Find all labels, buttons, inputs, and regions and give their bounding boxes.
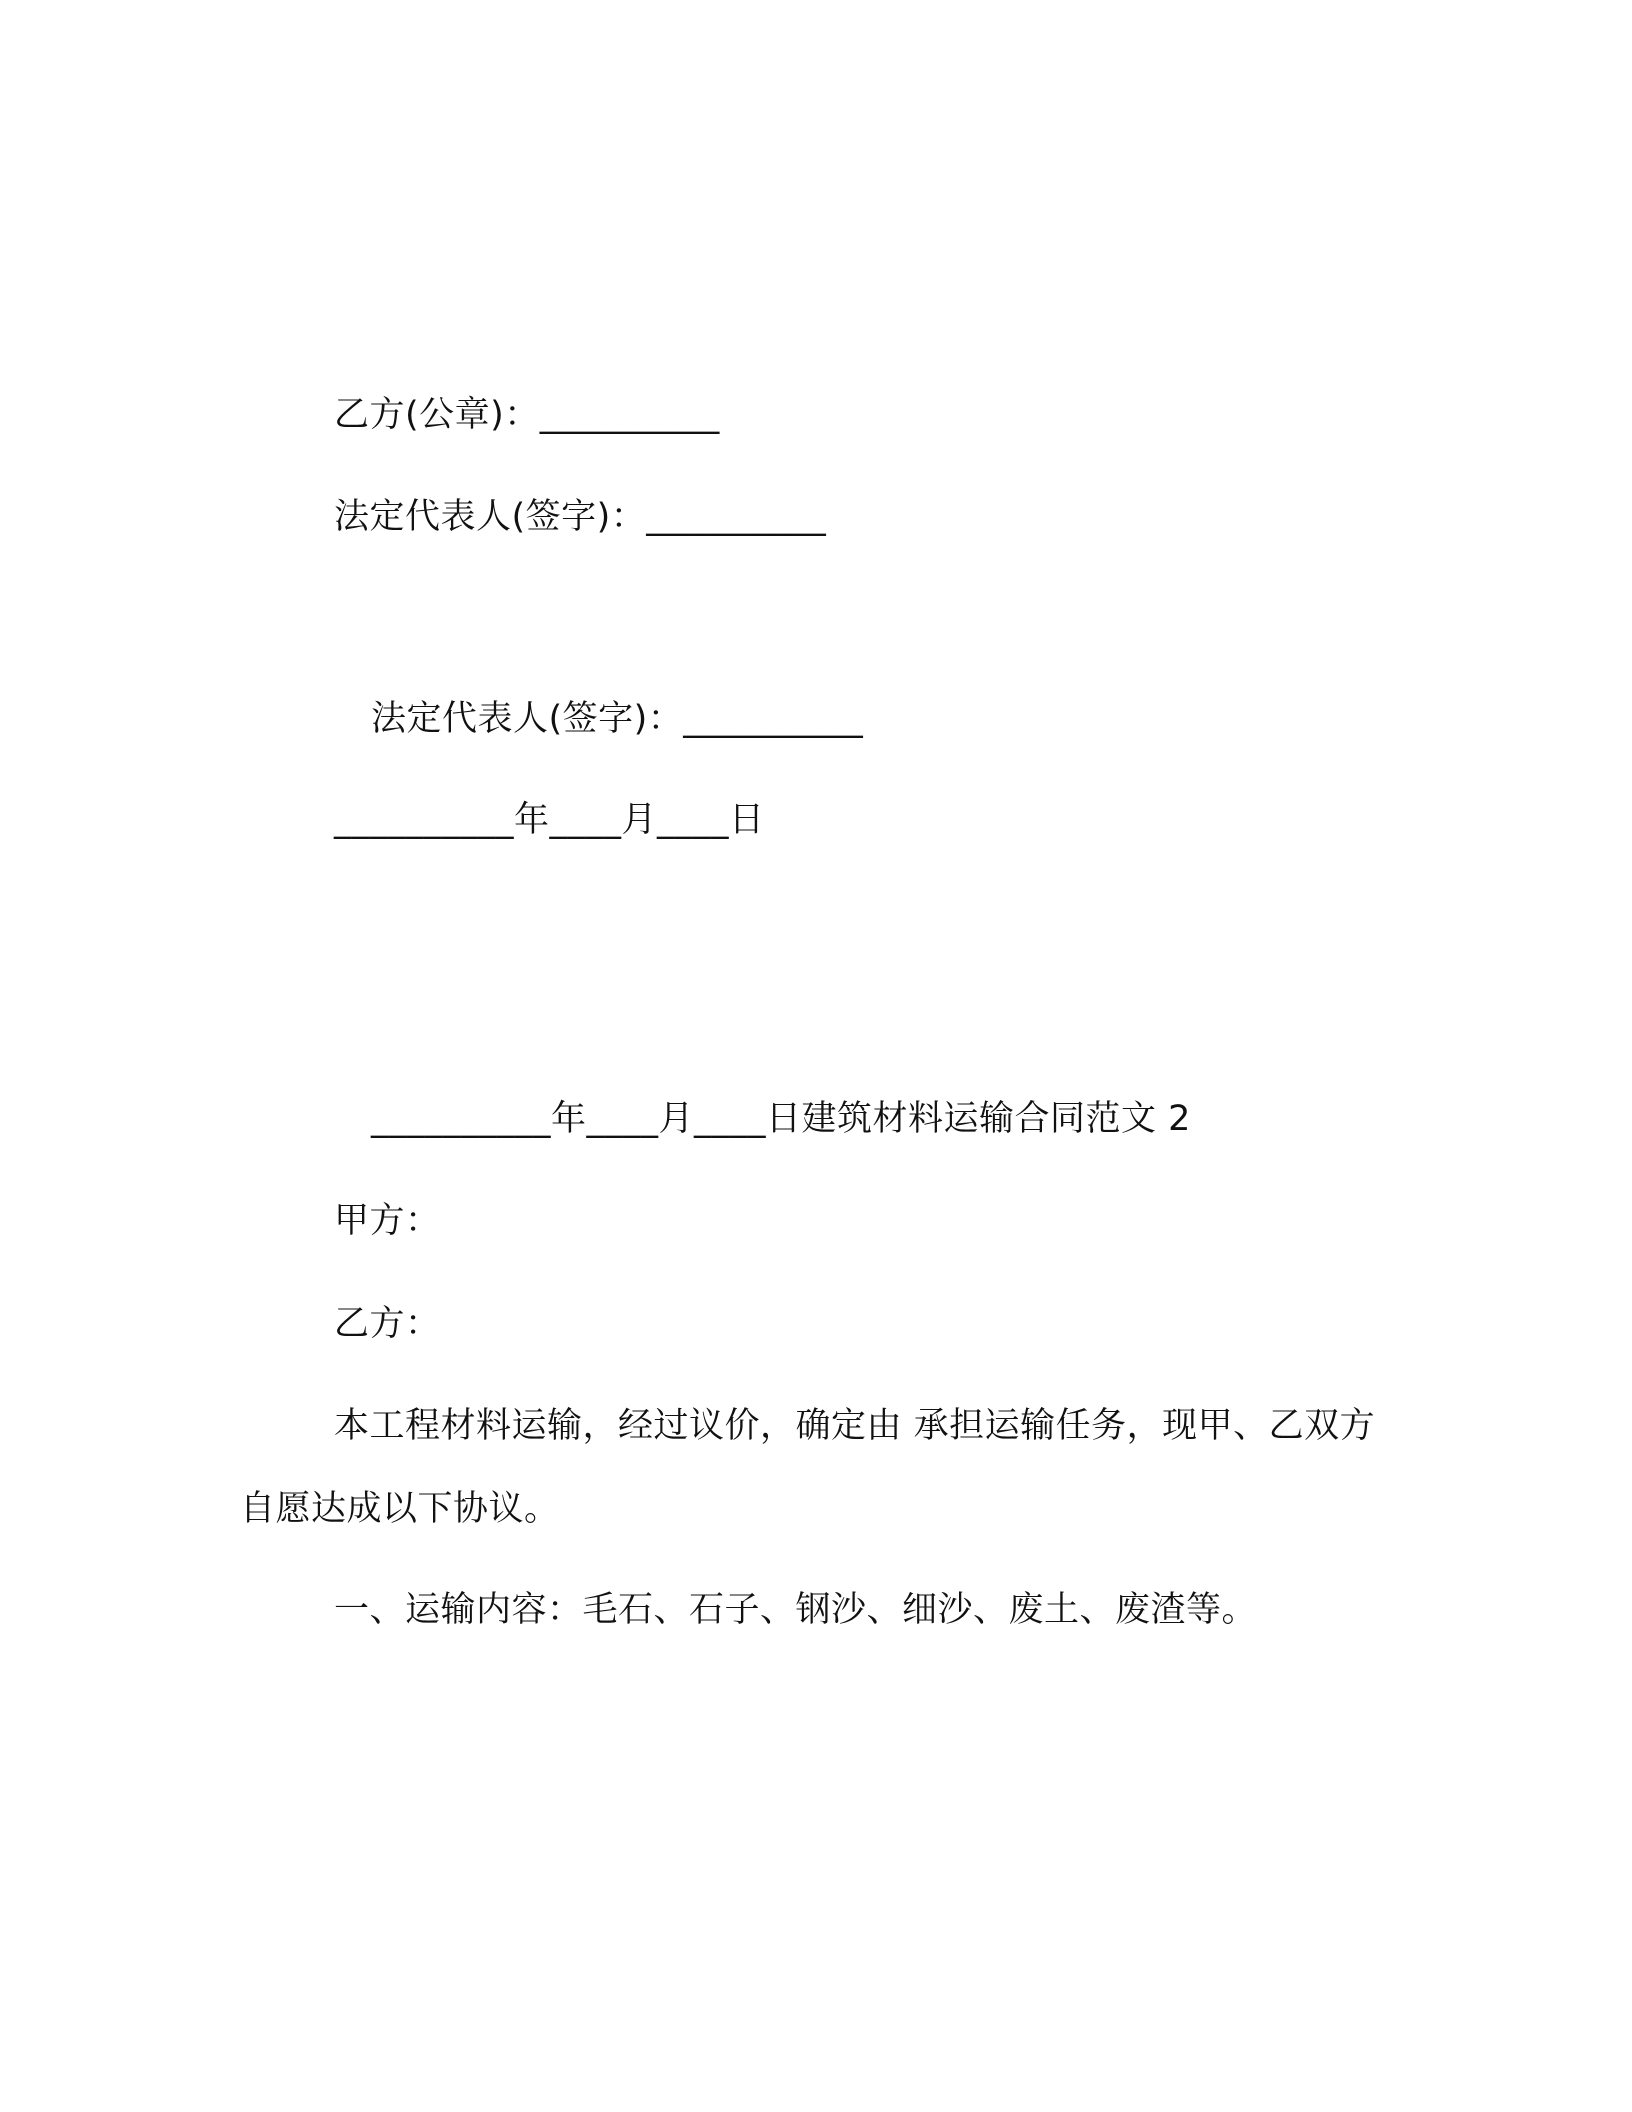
party-b-seal-line: 乙方(公章)：__________ — [334, 395, 720, 435]
party-a-label: 甲方： — [334, 1201, 441, 1241]
legal-representative-signature-line-2: 法定代表人(签字)：__________ — [371, 699, 864, 739]
date-line: __________年____月____日 — [334, 800, 765, 840]
clause-1-transport-content: 一、运输内容：毛石、石子、钢沙、细沙、废土、废渣等。 — [334, 1590, 1258, 1630]
party-b-label: 乙方： — [334, 1304, 441, 1344]
legal-representative-signature-line: 法定代表人(签字)：__________ — [334, 497, 827, 537]
contract-title-line: __________年____月____日建筑材料运输合同范文 2 — [371, 1099, 1191, 1139]
intro-paragraph: 本工程材料运输，经过议价，确定由 承担运输任务，现甲、乙双方自愿达成以下协议。 — [240, 1406, 1376, 1529]
